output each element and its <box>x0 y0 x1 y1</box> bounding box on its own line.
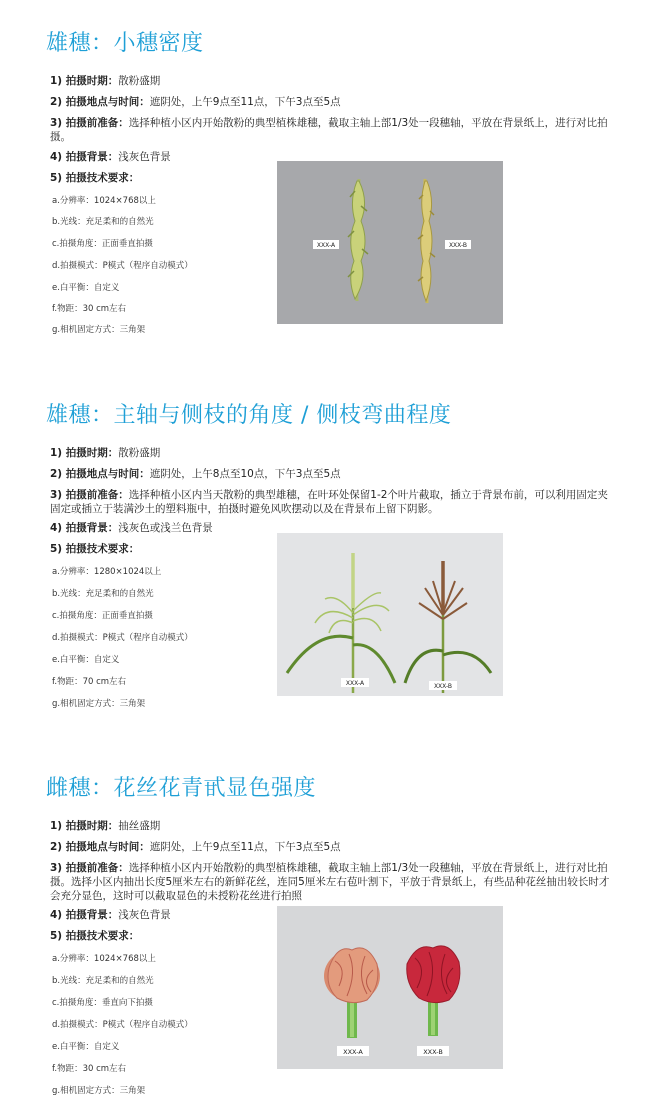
item-tech-requirements: 5) 拍摄技术要求： <box>50 930 140 942</box>
item-location-time: 2) 拍摄地点与时间：遮阴处，上午9点至11点，下午3点至5点 <box>50 841 341 853</box>
item-location-time: 2) 拍摄地点与时间：遮阴处，上午8点至10点，下午3点至5点 <box>50 468 341 480</box>
req-distance: f.物距：30 cm左右 <box>52 1064 127 1074</box>
svg-text:XXX-A: XXX-A <box>316 242 336 249</box>
req-white-balance: e.白平衡：自定义 <box>52 1042 120 1052</box>
item-period: 1) 拍摄时期：抽丝盛期 <box>50 820 161 832</box>
item-preparation: 3) 拍摄前准备：选择种植小区内开始散粉的典型植株雄穗，截取主轴上部1/3处一段穗轴，平放在背景纸上，进行对比拍摄。 <box>50 117 608 143</box>
req-angle: c.拍摄角度：垂直向下拍摄 <box>52 998 153 1008</box>
req-distance: f.物距：30 cm左右 <box>52 304 127 314</box>
req-mount: g.相机固定方式：三角架 <box>52 1086 146 1096</box>
section-title: 雄穗：小穗密度 <box>46 31 204 56</box>
svg-text:XXX-B: XXX-B <box>433 683 453 690</box>
svg-text:XXX-B: XXX-B <box>448 242 468 249</box>
photo-silk-color <box>277 906 503 1069</box>
item-location-time: 2) 拍摄地点与时间：遮阴处，上午9点至11点，下午3点至5点 <box>50 96 341 108</box>
req-angle: c.拍摄角度：正面垂直拍摄 <box>52 611 153 621</box>
req-resolution: a.分辨率：1024×768以上 <box>52 196 156 206</box>
silk-sample-a <box>324 948 380 1038</box>
req-mode: d.拍摄模式：P模式（程序自动模式） <box>52 1020 193 1030</box>
item-preparation: 3) 拍摄前准备：选择种植小区内当天散粉的典型雄穗，在叶环处保留1-2个叶片截取，插立于背景布前，可以利用固定夹固定或插立于装满沙土的塑料瓶中，拍摄时避免风吹摆动以及在背景布上留下阴影。 <box>50 489 608 515</box>
req-mode: d.拍摄模式：P模式（程序自动模式） <box>52 633 193 643</box>
svg-text:XXX-A: XXX-A <box>343 1048 363 1056</box>
item-background: 4) 拍摄背景：浅灰色背景 <box>50 909 171 921</box>
req-white-balance: e.白平衡：自定义 <box>52 283 120 293</box>
item-tech-requirements: 5) 拍摄技术要求： <box>50 543 140 555</box>
item-preparation: 3) 拍摄前准备：选择种植小区内开始散粉的典型植株雄穗，截取主轴上部1/3处一段穗轴，平放在背景纸上，进行对比拍摄。选择小区内抽出长度5厘米左右的新鲜花丝，连同5厘米左右苞叶割下，平放于背景纸上，有些品种花丝抽出较长时才会充分显色，这时可以截取显色的未授粉花丝进行拍照 <box>50 862 610 902</box>
item-background: 4) 拍摄背景：浅灰色或浅兰色背景 <box>50 522 213 534</box>
silk-sample-b <box>407 946 460 1036</box>
item-background: 4) 拍摄背景：浅灰色背景 <box>50 151 171 163</box>
req-distance: f.物距：70 cm左右 <box>52 677 127 687</box>
svg-text:XXX-B: XXX-B <box>423 1048 443 1056</box>
req-mount: g.相机固定方式：三角架 <box>52 325 146 335</box>
item-period: 1) 拍摄时期：散粉盛期 <box>50 75 161 87</box>
req-light: b.光线：充足柔和的自然光 <box>52 976 154 986</box>
req-angle: c.拍摄角度：正面垂直拍摄 <box>52 239 153 249</box>
req-light: b.光线：充足柔和的自然光 <box>52 217 154 227</box>
section-title: 雌穗：花丝花青甙显色强度 <box>46 776 317 801</box>
req-resolution: a.分辨率：1280×1024以上 <box>52 567 162 577</box>
svg-text:XXX-A: XXX-A <box>345 680 365 687</box>
req-resolution: a.分辨率：1024×768以上 <box>52 954 156 964</box>
req-white-balance: e.白平衡：自定义 <box>52 655 120 665</box>
item-tech-requirements: 5) 拍摄技术要求： <box>50 172 140 184</box>
req-mount: g.相机固定方式：三角架 <box>52 699 146 709</box>
item-period: 1) 拍摄时期：散粉盛期 <box>50 447 161 459</box>
req-light: b.光线：充足柔和的自然光 <box>52 589 154 599</box>
req-mode: d.拍摄模式：P模式（程序自动模式） <box>52 261 193 271</box>
section-title: 雄穗：主轴与侧枝的角度 / 侧枝弯曲程度 <box>46 403 452 428</box>
